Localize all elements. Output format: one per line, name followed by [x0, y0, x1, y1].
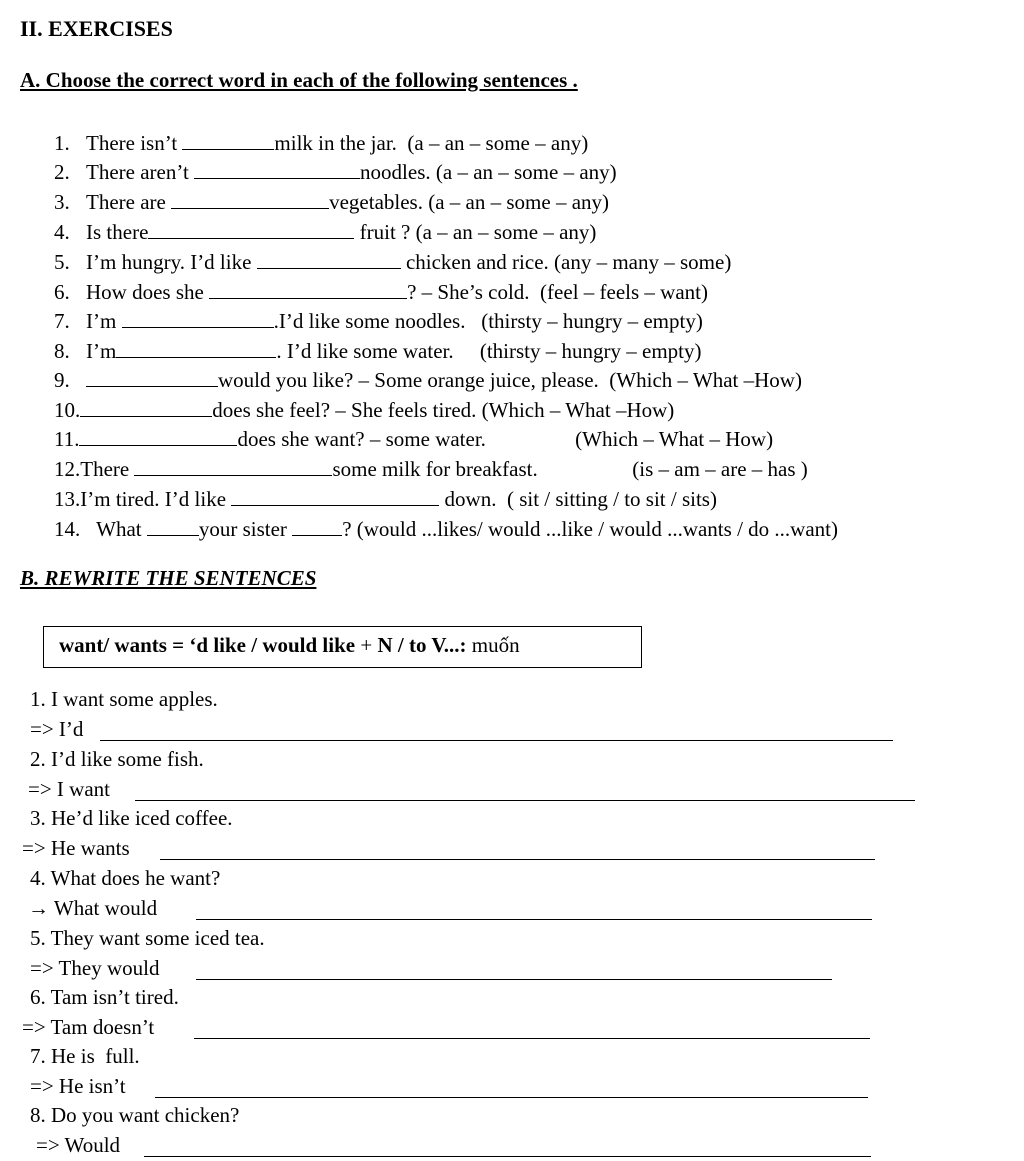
item-text: does she feel? – She feels tired. (Which – What –How) — [212, 398, 675, 422]
list-item — [54, 398, 674, 422]
answer-line[interactable] — [194, 1038, 870, 1039]
item-text: does she want? – some water. (Which – What – How) — [237, 427, 774, 451]
rewrite-prompt: => I’d — [30, 717, 84, 741]
item-number: 12. — [54, 457, 81, 481]
grammar-note-meaning: muốn — [466, 633, 520, 657]
item-number: 9. — [54, 368, 70, 392]
rewrite-prompt: → What would — [28, 896, 158, 920]
answer-line[interactable] — [100, 740, 893, 741]
item-text: fruit ? (a – an – some – any) — [359, 220, 597, 244]
grammar-note-box — [43, 626, 642, 668]
list-item — [54, 517, 838, 541]
list-item — [54, 339, 702, 363]
answer-blank[interactable] — [257, 250, 401, 269]
answer-blank[interactable] — [194, 160, 360, 179]
answer-blank[interactable] — [292, 517, 342, 536]
item-text: your sister — [198, 517, 287, 541]
list-item — [54, 160, 617, 184]
item-text: Is there — [86, 220, 149, 244]
answer-blank[interactable] — [171, 190, 329, 209]
rewrite-question: 3. He’d like iced coffee. — [30, 806, 233, 830]
list-item — [54, 220, 596, 244]
rewrite-question: 7. He is full. — [30, 1044, 140, 1068]
item-number: 11. — [54, 427, 80, 451]
rewrite-prompt: => I want — [28, 777, 111, 801]
item-number: 10. — [54, 398, 81, 422]
answer-line[interactable] — [196, 919, 872, 920]
item-text: vegetables. (a – an – some – any) — [329, 190, 610, 214]
grammar-note-plus: + — [355, 633, 378, 657]
answer-blank[interactable] — [182, 131, 274, 150]
list-item — [54, 309, 703, 333]
item-text: would you like? – Some orange juice, please. (Which – What –How) — [218, 368, 802, 392]
answer-blank[interactable] — [79, 427, 237, 446]
item-text: chicken and rice. (any – many – some) — [405, 250, 732, 274]
answer-blank[interactable] — [147, 517, 199, 536]
grammar-note-bold: N / to V...: — [377, 633, 467, 657]
answer-line[interactable] — [144, 1156, 871, 1157]
rewrite-question: 2. I’d like some fish. — [30, 747, 204, 771]
item-number: 13. — [54, 487, 81, 511]
item-text: What — [96, 517, 142, 541]
answer-line[interactable] — [196, 979, 832, 980]
list-item — [54, 427, 773, 451]
answer-blank[interactable] — [116, 339, 276, 358]
answer-line[interactable] — [160, 859, 875, 860]
item-text: There aren’t — [86, 160, 189, 184]
item-number: 5. — [54, 250, 70, 274]
answer-line[interactable] — [155, 1097, 868, 1098]
item-text: I’m hungry. I’d like — [86, 250, 252, 274]
list-item — [54, 368, 802, 392]
answer-blank[interactable] — [148, 220, 354, 239]
list-item — [54, 487, 717, 511]
item-number: 7. — [54, 309, 70, 333]
item-number: 1. — [54, 131, 70, 155]
answer-blank[interactable] — [86, 368, 218, 387]
item-number: 4. — [54, 220, 70, 244]
item-text: There are — [86, 190, 166, 214]
item-text: ? (would ...likes/ would ...like / would ...wants / do ...want) — [342, 517, 838, 541]
rewrite-prompt: => He isn’t — [30, 1074, 126, 1098]
list-item — [54, 131, 588, 155]
item-number: 6. — [54, 280, 70, 304]
item-number: 2. — [54, 160, 70, 184]
list-item — [54, 190, 609, 214]
section-b-title: B. REWRITE THE SENTENCES — [20, 566, 317, 590]
rewrite-prompt: => They would — [30, 956, 160, 980]
section-a-title: A. Choose the correct word in each of the following sentences . — [20, 68, 578, 92]
answer-blank[interactable] — [80, 398, 212, 417]
grammar-note-bold: want/ wants = ‘d like / would like — [59, 633, 356, 657]
item-text: There isn’t — [86, 131, 178, 155]
item-text: .I’d like some noodles. (thirsty – hungry – empty) — [273, 309, 703, 333]
item-text: How does she — [86, 280, 204, 304]
item-text: There — [80, 457, 130, 481]
rewrite-prompt: => He wants — [22, 836, 130, 860]
answer-blank[interactable] — [209, 280, 407, 299]
item-text: ? – She’s cold. (feel – feels – want) — [407, 280, 708, 304]
item-text: milk in the jar. (a – an – some – any) — [274, 131, 589, 155]
item-number: 14. — [54, 517, 81, 541]
item-text: I’m tired. I’d like — [80, 487, 227, 511]
exercises-heading: II. EXERCISES — [20, 16, 173, 41]
list-item — [54, 457, 808, 481]
answer-line[interactable] — [135, 800, 915, 801]
item-text: . I’d like some water. (thirsty – hungry – empty) — [276, 339, 702, 363]
rewrite-question: 6. Tam isn’t tired. — [30, 985, 179, 1009]
item-text: some milk for breakfast. (is – am – are – has ) — [332, 457, 808, 481]
item-number: 3. — [54, 190, 70, 214]
rewrite-prompt: => Tam doesn’t — [22, 1015, 155, 1039]
rewrite-question: 4. What does he want? — [30, 866, 221, 890]
item-text: noodles. (a – an – some – any) — [360, 160, 617, 184]
rewrite-question: 8. Do you want chicken? — [30, 1103, 240, 1127]
rewrite-prompt: => Would — [36, 1133, 121, 1157]
list-item — [54, 250, 731, 274]
item-text: I’m — [86, 309, 117, 333]
item-text: I’m — [86, 339, 117, 363]
answer-blank[interactable] — [231, 487, 439, 506]
list-item — [54, 280, 708, 304]
answer-blank[interactable] — [134, 457, 332, 476]
answer-blank[interactable] — [122, 309, 274, 328]
rewrite-question: 1. I want some apples. — [30, 687, 218, 711]
item-number: 8. — [54, 339, 70, 363]
rewrite-question: 5. They want some iced tea. — [30, 926, 265, 950]
item-text: down. ( sit / sitting / to sit / sits) — [444, 487, 717, 511]
